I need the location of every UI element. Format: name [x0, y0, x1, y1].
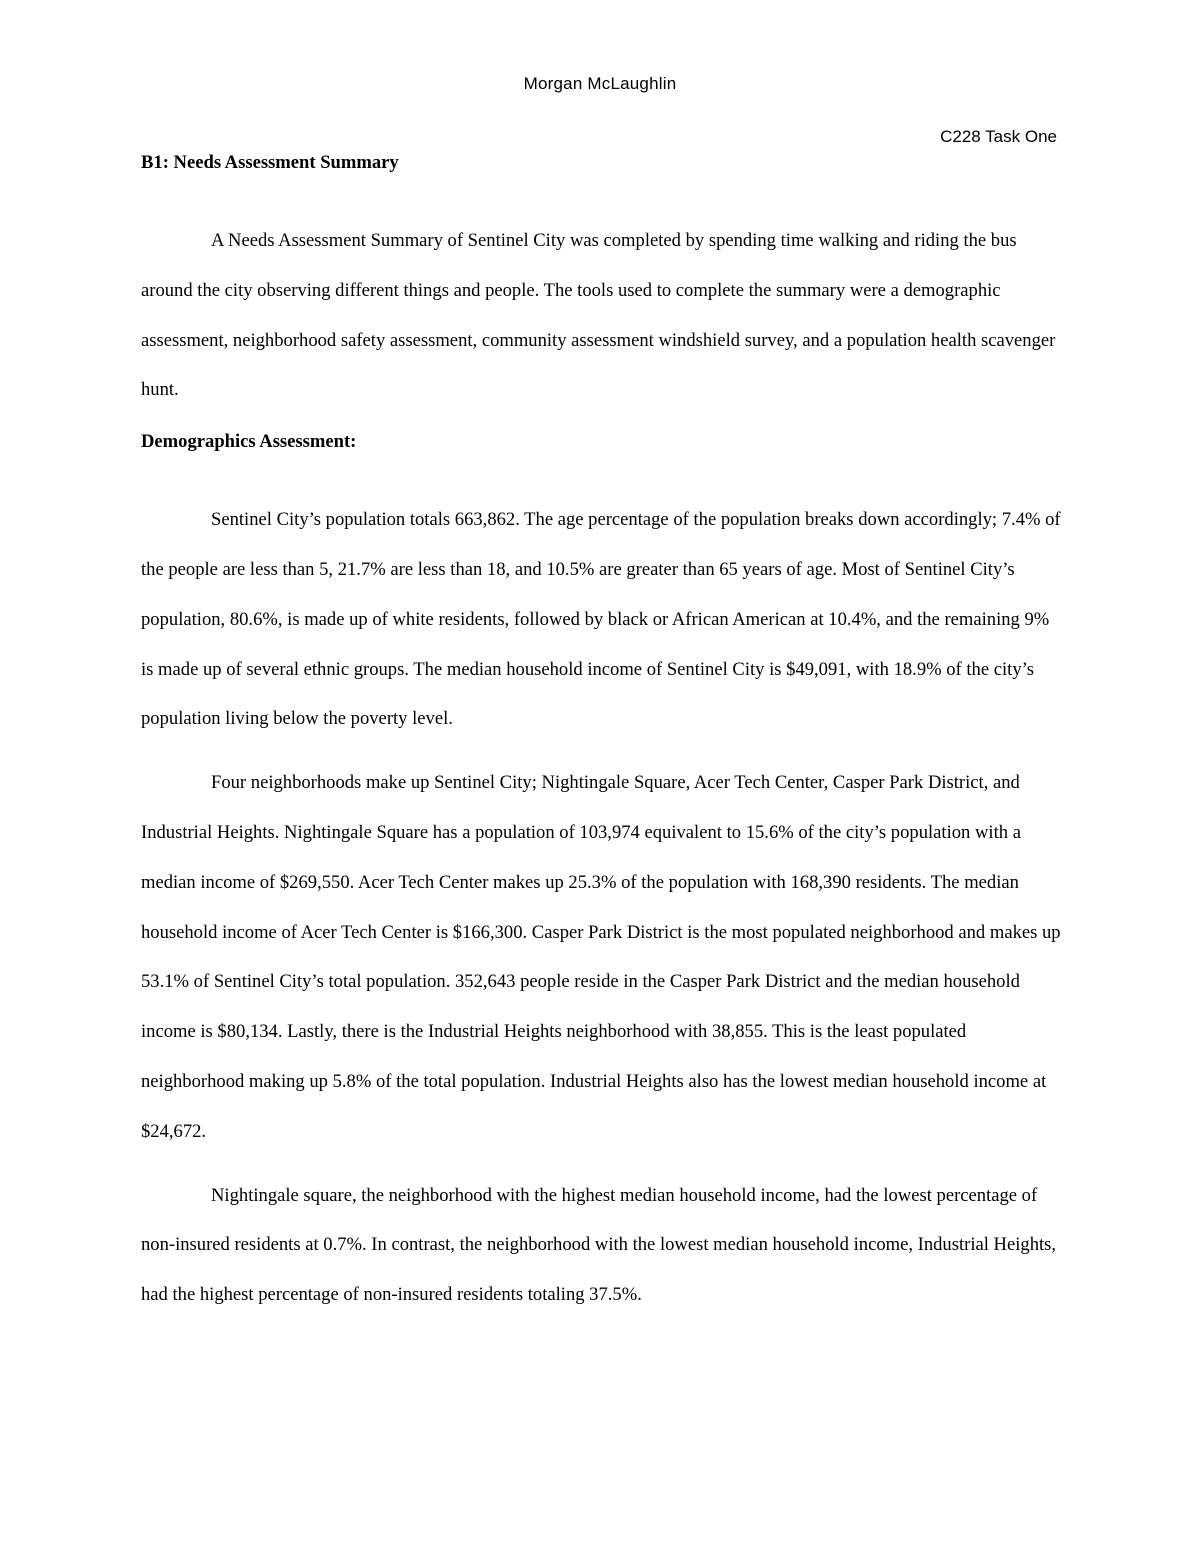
paragraph-demographics-population: Sentinel City’s population totals 663,862. The age percentage of the population breaks down accordingly; 7.4% of the people are less than 5, 21.7% are less than 18, and 10.5% are greater than 65 years of age. Most of Sentinel City’s population, 80.6%, is made up of white residents, followed by black or African American at 10.4%, and the remaining 9% is made up of several ethnic groups. The median household income of Sentinel City is $49,091, with 18.9% of the city’s population living below the poverty level. — [141, 509, 1061, 730]
document-body — [141, 150, 1061, 1320]
section-heading-needs-assessment: B1: Needs Assessment Summary — [141, 152, 399, 173]
paragraph-demographics-insurance: Nightingale square, the neighborhood with the highest median household income, had the lowest percentage of non-insured residents at 0.7%. In contrast, the neighborhood with the lowest median household income, Industrial Heights, had the highest percentage of non-insured residents totaling 37.5%. — [141, 1184, 1057, 1306]
paragraph-demographics-neighborhoods: Four neighborhoods make up Sentinel City; Nightingale Square, Acer Tech Center, Casper Park District, and Industrial Heights. Nightingale Square has a population of 103,974 equivalent to 15.6% of the city’s population with a median income of $269,550. Acer Tech Center makes up 25.3% of the population with 168,390 residents. The median household income of Acer Tech Center is $166,300. Casper Park District is the most populated neighborhood and makes up 53.1% of Sentinel City’s total population. 352,643 people reside in the Casper Park District and the median household income is $80,134. Lastly, there is the Industrial Heights neighborhood with 38,855. This is the least populated neighborhood making up 5.8% of the total population. Industrial Heights also has the lowest median household income at $24,672. — [141, 772, 1061, 1142]
section-heading-demographics: Demographics Assessment: — [141, 431, 357, 453]
paragraph-needs-assessment-intro: A Needs Assessment Summary of Sentinel City was completed by spending time walking and riding the bus around the city observing different things and people. The tools used to complete the summary were a demographic assessment, neighborhood safety assessment, community assessment windshield survey, and a population health scavenger hunt. — [141, 230, 1056, 401]
task-title: C228 Task One — [940, 127, 1057, 146]
author-name: Morgan McLaughlin — [523, 74, 677, 93]
